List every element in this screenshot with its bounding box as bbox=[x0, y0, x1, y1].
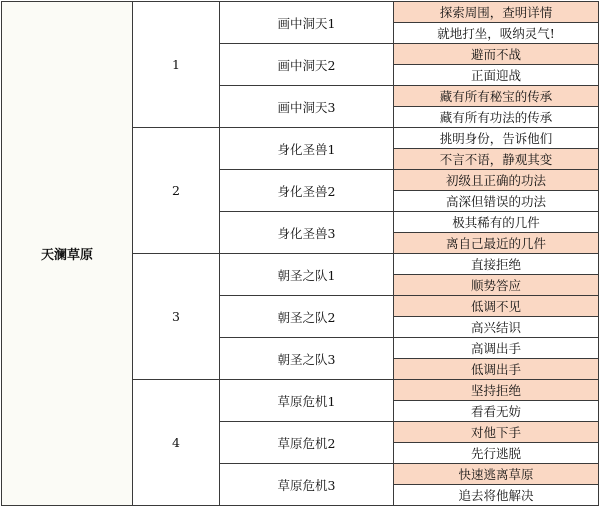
event-name-cell: 朝圣之队1 bbox=[220, 254, 394, 296]
option-cell-highlighted: 坚持拒绝 bbox=[394, 380, 599, 401]
group-number-cell: 2 bbox=[133, 128, 220, 254]
event-name-cell: 草原危机2 bbox=[220, 422, 394, 464]
event-name-cell: 画中洞天2 bbox=[220, 44, 394, 86]
option-cell: 就地打坐，吸纳灵气! bbox=[394, 23, 599, 44]
event-name-cell: 朝圣之队2 bbox=[220, 296, 394, 338]
option-cell: 藏有所有功法的传承 bbox=[394, 107, 599, 128]
choices-table bbox=[1, 1, 599, 506]
group-number-cell: 3 bbox=[133, 254, 220, 380]
event-name-cell: 朝圣之队3 bbox=[220, 338, 394, 380]
option-cell-highlighted: 初级且正确的功法 bbox=[394, 170, 599, 191]
option-cell-highlighted: 探索周围，查明详情 bbox=[394, 2, 599, 23]
event-name-cell: 草原危机3 bbox=[220, 464, 394, 506]
event-name-cell: 草原危机1 bbox=[220, 380, 394, 422]
option-cell: 直接拒绝 bbox=[394, 254, 599, 275]
event-name-cell: 画中洞天3 bbox=[220, 86, 394, 128]
region-name-cell: 天澜草原 bbox=[2, 2, 133, 506]
option-cell: 高深但错误的功法 bbox=[394, 191, 599, 212]
option-cell-highlighted: 避而不战 bbox=[394, 44, 599, 65]
event-name-cell: 身化圣兽3 bbox=[220, 212, 394, 254]
option-cell-highlighted: 顺势答应 bbox=[394, 275, 599, 296]
option-cell-highlighted: 离自己最近的几件 bbox=[394, 233, 599, 254]
option-cell: 正面迎战 bbox=[394, 65, 599, 86]
event-name-cell: 画中洞天1 bbox=[220, 2, 394, 44]
option-cell: 高兴结识 bbox=[394, 317, 599, 338]
option-cell: 看看无妨 bbox=[394, 401, 599, 422]
group-number-cell: 4 bbox=[133, 380, 220, 506]
option-cell: 挑明身份，告诉他们 bbox=[394, 128, 599, 149]
option-cell-highlighted: 藏有所有秘宝的传承 bbox=[394, 86, 599, 107]
option-cell: 极其稀有的几件 bbox=[394, 212, 599, 233]
option-cell: 先行逃脱 bbox=[394, 443, 599, 464]
choices-table-body bbox=[2, 2, 599, 506]
option-cell-highlighted: 快速逃离草原 bbox=[394, 464, 599, 485]
option-cell: 高调出手 bbox=[394, 338, 599, 359]
table-row bbox=[2, 2, 599, 23]
option-cell-highlighted: 对他下手 bbox=[394, 422, 599, 443]
option-cell-highlighted: 低调出手 bbox=[394, 359, 599, 380]
group-number-cell: 1 bbox=[133, 2, 220, 128]
event-name-cell: 身化圣兽1 bbox=[220, 128, 394, 170]
option-cell: 追去将他解决 bbox=[394, 485, 599, 506]
option-cell-highlighted: 不言不语，静观其变 bbox=[394, 149, 599, 170]
option-cell-highlighted: 低调不见 bbox=[394, 296, 599, 317]
event-name-cell: 身化圣兽2 bbox=[220, 170, 394, 212]
